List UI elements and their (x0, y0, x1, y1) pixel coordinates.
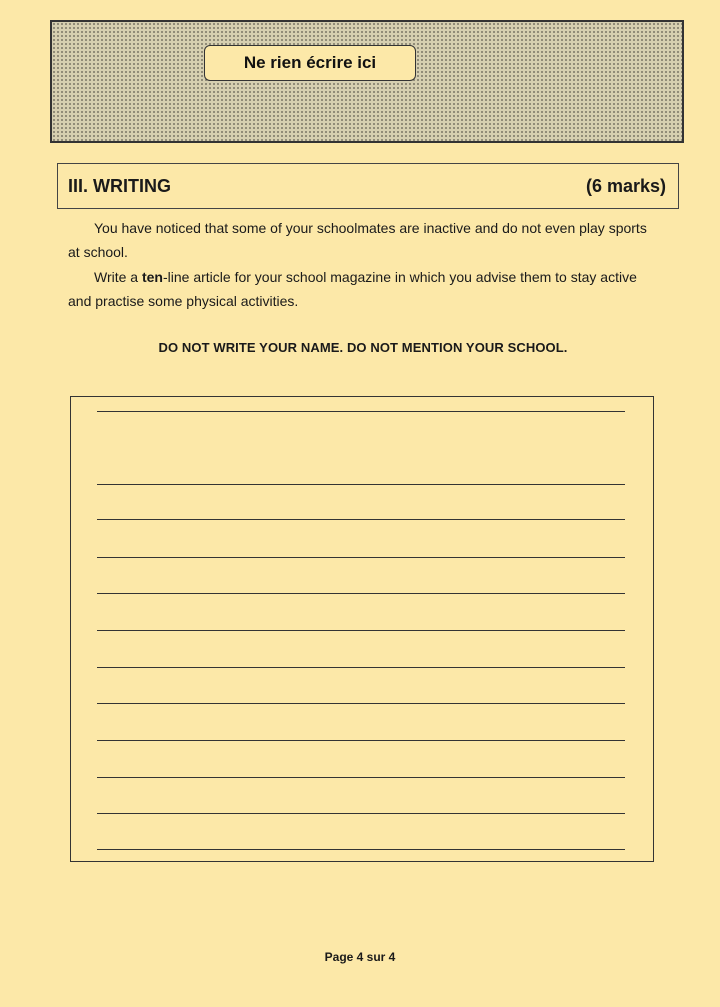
answer-line (97, 777, 625, 778)
answer-line (97, 849, 625, 850)
answer-line (97, 411, 625, 412)
page-number: Page 4 sur 4 (324, 950, 396, 964)
instruction-text-2-bold: ten (141, 269, 163, 285)
anonymity-warning: DO NOT WRITE YOUR NAME. DO NOT MENTION YOUR SCHOOL. (158, 340, 568, 355)
section-title: III. WRITING (68, 175, 171, 196)
answer-line (97, 519, 625, 520)
answer-line (97, 740, 625, 741)
no-write-label: Ne rien écrire ici (204, 45, 416, 81)
answer-line (97, 630, 625, 631)
answer-box[interactable] (70, 396, 654, 862)
answer-line (97, 557, 625, 558)
instruction-text-2-suffix: -line article for your school magazine in which you advise them to stay active and practise some physical activities. (68, 269, 637, 309)
answer-line (97, 703, 625, 704)
instruction-text-2-prefix: Write a (94, 269, 142, 285)
instruction-text-1: You have noticed that some of your schoolmates are inactive and do not even play sports at school. (68, 220, 647, 260)
answer-line (97, 813, 625, 814)
section-marks: (6 marks) (585, 175, 666, 196)
no-write-zone (50, 20, 684, 143)
answer-line (97, 593, 625, 594)
answer-line (97, 667, 625, 668)
answer-line (97, 484, 625, 485)
section-header (57, 163, 679, 209)
instruction-paragraph-2 (68, 265, 658, 313)
instruction-paragraph-1 (68, 216, 658, 264)
